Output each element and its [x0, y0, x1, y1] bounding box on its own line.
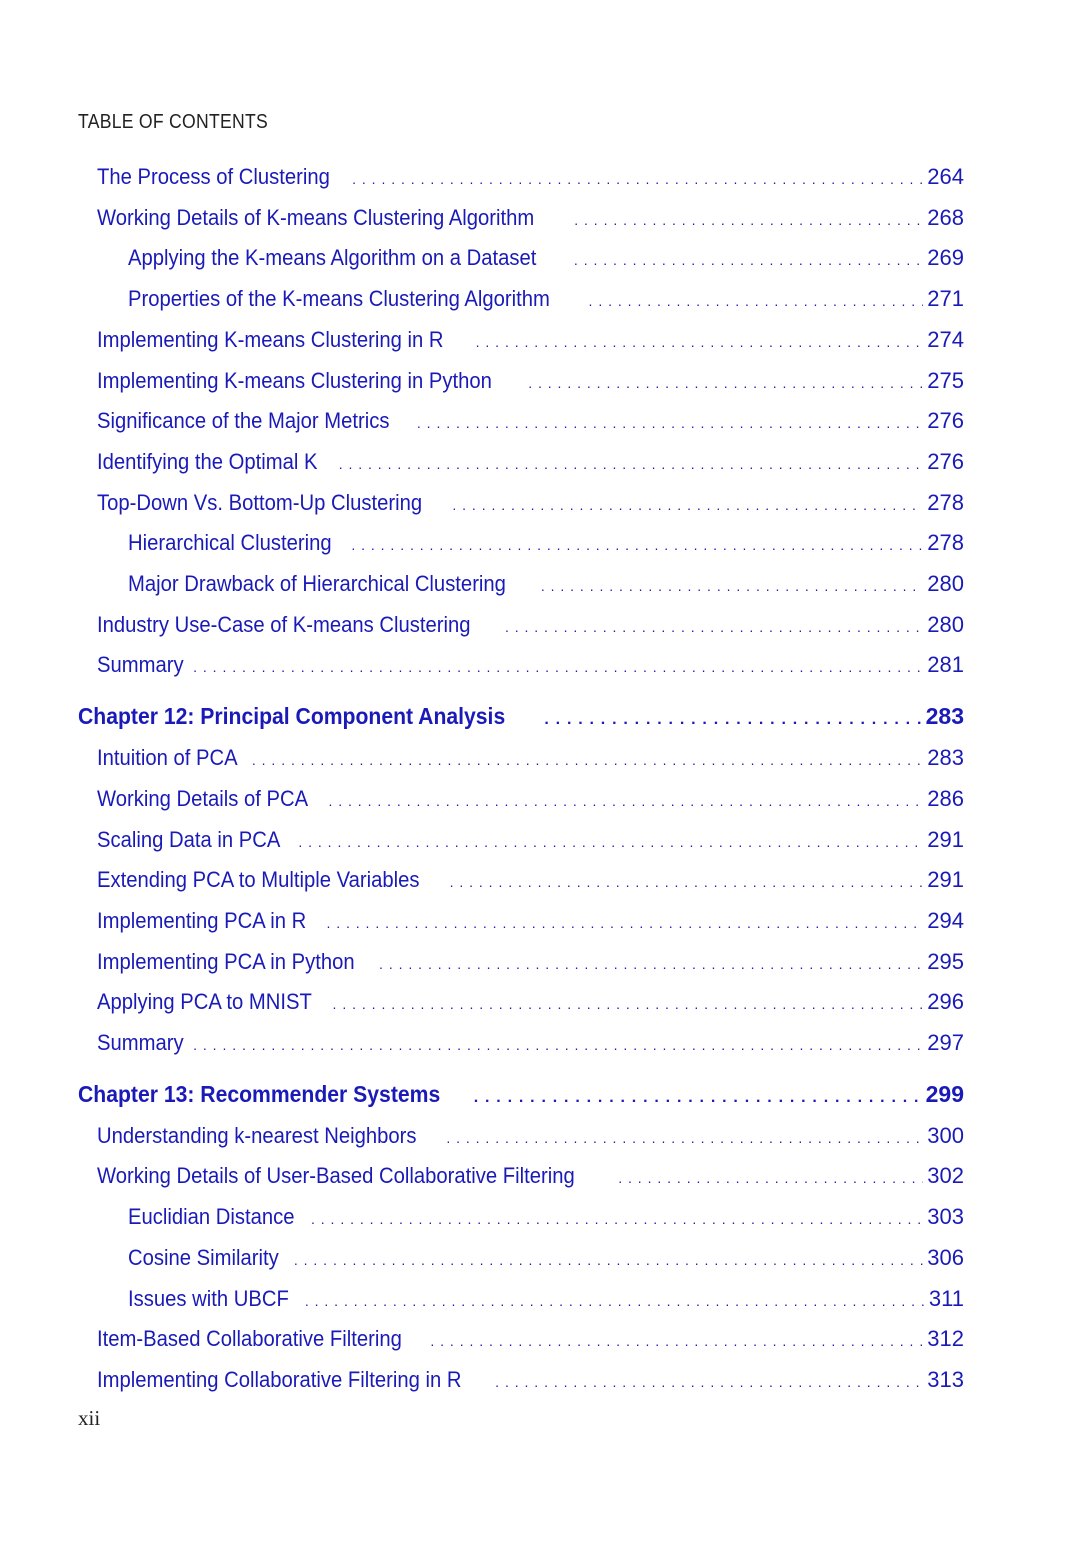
toc-entry-page: 275: [927, 367, 964, 393]
toc-entry-title: Extending PCA to Multiple Variables: [97, 867, 420, 893]
dot-leader: [452, 485, 923, 525]
toc-entry-title: Working Details of PCA: [97, 785, 309, 811]
dot-leader: [294, 1240, 923, 1280]
toc-entry-title: Item-Based Collaborative Filtering: [97, 1326, 402, 1352]
toc-entry[interactable]: [0, 238, 964, 278]
toc-entry-title: Working Details of User-Based Collaborative Filtering: [97, 1163, 575, 1189]
toc-entry-page: 311: [928, 1285, 964, 1311]
toc-entry[interactable]: [0, 1156, 964, 1196]
toc-entry[interactable]: [0, 820, 964, 860]
toc-entry-title: Working Details of K-means Clustering Algorithm: [97, 204, 535, 230]
dot-leader: [417, 403, 923, 443]
page-number: xii: [78, 1406, 101, 1430]
toc-entry-title: The Process of Clustering: [97, 164, 330, 189]
dot-leader: [252, 740, 923, 780]
toc-entry-page: 280: [927, 571, 964, 596]
toc-entry-title: Scaling Data in PCA: [97, 826, 281, 852]
toc-entry-title: Understanding k-nearest Neighbors: [97, 1122, 417, 1148]
dot-leader: [326, 903, 923, 943]
toc-entry-title: Significance of the Major Metrics: [97, 408, 390, 434]
toc-entry[interactable]: [0, 1023, 964, 1063]
toc-entry-title: Summary: [97, 1030, 184, 1055]
toc-entry[interactable]: [0, 901, 964, 941]
running-header: TABLE OF CONTENTS: [78, 111, 268, 133]
toc-entry-page: 294: [927, 907, 964, 933]
dot-leader: [193, 1025, 923, 1065]
toc-entry-title: Implementing PCA in Python: [97, 948, 355, 974]
toc-entry-title: Identifying the Optimal K: [97, 448, 318, 474]
dot-leader: [305, 1281, 925, 1321]
toc-entry-title: Top-Down Vs. Bottom-Up Clustering: [97, 489, 423, 515]
dot-leader: [193, 647, 923, 687]
toc-entry-page: 276: [927, 408, 964, 434]
toc-entry-page: 303: [927, 1204, 964, 1230]
dot-leader: [351, 525, 923, 565]
toc-entry[interactable]: [0, 401, 964, 441]
toc-chapter-entry[interactable]: [0, 1074, 964, 1114]
toc-entry-page: 297: [927, 1030, 964, 1055]
toc-entry[interactable]: [0, 942, 964, 982]
toc-entry[interactable]: [0, 523, 964, 563]
dot-leader: [298, 822, 923, 862]
dot-leader: [328, 781, 923, 821]
dot-leader: [450, 862, 924, 902]
toc-entry[interactable]: [0, 361, 964, 401]
toc-entry-page: 264: [927, 164, 964, 189]
toc-entry[interactable]: [0, 1360, 964, 1400]
toc-entry-title: Implementing K-means Clustering in R: [97, 326, 444, 352]
toc-entry-title: Properties of the K-means Clustering Algorithm: [128, 286, 550, 312]
toc-entry-page: 278: [927, 489, 964, 515]
toc-entry[interactable]: [0, 1197, 964, 1237]
toc-entry-title: Implementing PCA in R: [97, 907, 307, 933]
toc-entry-title: Chapter 13: Recommender Systems: [78, 1080, 441, 1107]
dot-leader: [352, 159, 923, 199]
toc-entry-page: 291: [927, 867, 964, 893]
toc-entry-page: 274: [927, 326, 964, 352]
dot-leader: [589, 281, 924, 321]
toc-entry-page: 291: [927, 826, 964, 852]
toc-entry[interactable]: [0, 982, 964, 1022]
toc-entry-title: Hierarchical Clustering: [128, 530, 332, 556]
toc-entry-page: 283: [925, 703, 964, 730]
toc-entry-page: 280: [927, 611, 964, 637]
toc-entry-page: 296: [927, 989, 964, 1015]
toc-entry-page: 281: [927, 652, 964, 678]
dot-leader: [476, 322, 924, 362]
dot-leader: [574, 240, 923, 280]
toc-entry-page: 306: [927, 1244, 964, 1270]
toc-entry-title: Chapter 12: Principal Component Analysis: [78, 703, 506, 730]
dot-leader: [505, 607, 923, 647]
dot-leader: [339, 444, 924, 484]
dot-leader: [379, 944, 923, 984]
toc-entry[interactable]: [0, 157, 964, 197]
dot-leader: [474, 1078, 922, 1118]
toc-entry-page: 299: [925, 1080, 964, 1107]
toc-entry[interactable]: [0, 442, 964, 482]
toc-chapter-entry[interactable]: [0, 696, 964, 736]
toc-entry-page: 268: [927, 204, 964, 230]
toc-entry[interactable]: [0, 1116, 964, 1156]
toc-entry-page: 283: [927, 745, 964, 771]
toc-entry[interactable]: [0, 645, 964, 685]
dot-leader: [333, 984, 924, 1024]
toc-entry-title: Summary: [97, 652, 184, 678]
dot-leader: [544, 700, 921, 740]
dot-leader: [311, 1199, 923, 1239]
toc-entry-page: 295: [927, 948, 964, 974]
toc-entry-page: 286: [927, 785, 964, 811]
dot-leader: [528, 363, 923, 403]
toc-entry[interactable]: [0, 779, 964, 819]
toc-entry[interactable]: [0, 198, 964, 238]
toc-entry[interactable]: [0, 279, 964, 319]
toc-entry[interactable]: [0, 738, 964, 778]
dot-leader: [430, 1321, 923, 1361]
toc-entry-page: 269: [927, 245, 964, 271]
toc-entry-page: 271: [927, 286, 964, 312]
toc-entry-page: 300: [927, 1122, 964, 1148]
toc-entry-title: Euclidian Distance: [128, 1204, 295, 1230]
dot-leader: [495, 1362, 923, 1402]
toc-entry-title: Issues with UBCF: [128, 1285, 289, 1311]
toc-entry-title: Implementing K-means Clustering in Python: [97, 367, 492, 393]
toc-entry-title: Major Drawback of Hierarchical Clustering: [128, 571, 506, 596]
dot-leader: [574, 200, 923, 240]
toc-entry[interactable]: [0, 483, 964, 523]
toc-entry-title: Implementing Collaborative Filtering in R: [97, 1366, 462, 1392]
dot-leader: [446, 1118, 923, 1158]
toc-entry-title: Cosine Similarity: [128, 1244, 279, 1270]
toc-entry-title: Applying the K-means Algorithm on a Dataset: [128, 245, 537, 271]
toc-entry-page: 278: [927, 530, 964, 556]
toc-entry-page: 313: [927, 1366, 964, 1392]
toc-entry[interactable]: [0, 564, 964, 604]
toc-entry[interactable]: [0, 1319, 964, 1359]
toc-entry-page: 276: [927, 448, 964, 474]
toc-entry-title: Applying PCA to MNIST: [97, 989, 312, 1015]
toc-entry-title: Industry Use-Case of K-means Clustering: [97, 611, 471, 637]
dot-leader: [618, 1158, 923, 1198]
toc-entry[interactable]: [0, 1238, 964, 1278]
toc-entry-title: Intuition of PCA: [97, 745, 238, 771]
toc-entry[interactable]: [0, 1279, 964, 1319]
dot-leader: [541, 566, 923, 606]
toc-entry[interactable]: [0, 320, 964, 360]
toc-entry[interactable]: [0, 860, 964, 900]
toc-entry[interactable]: [0, 605, 964, 645]
toc-entry-page: 302: [927, 1163, 964, 1189]
toc-entry-page: 312: [927, 1326, 964, 1352]
